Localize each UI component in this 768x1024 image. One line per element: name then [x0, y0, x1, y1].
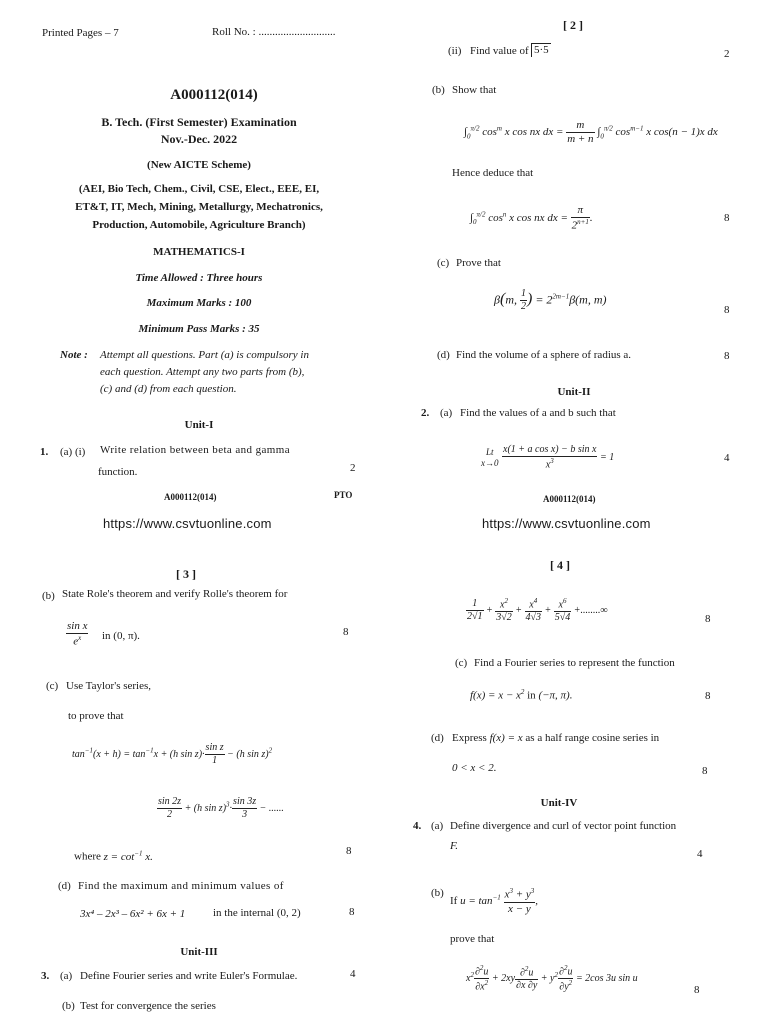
- branches-line-3: Production, Automobile, Agriculture Branch): [92, 219, 306, 231]
- page-number: [ 4 ]: [550, 558, 570, 572]
- interval-text: in the internal (0, 2): [213, 907, 301, 919]
- unit-heading: Unit-II: [557, 386, 591, 398]
- question-label: (a): [440, 407, 453, 419]
- fourier-function: $f(x) = x - x^2$ in (−π, π).: [470, 688, 573, 702]
- question-marks: 8: [349, 906, 355, 918]
- question-number: 4.: [413, 820, 422, 832]
- question-text: Prove that: [456, 257, 501, 269]
- polynomial: 3x⁴ – 2x³ – 6x² + 6x + 1: [80, 908, 186, 920]
- question-marks: 8: [343, 626, 349, 638]
- question-label: (a) (i): [60, 446, 86, 458]
- question-label: (b): [431, 887, 444, 899]
- question-text-cont: function.: [98, 466, 138, 478]
- question-label: (c): [46, 680, 59, 692]
- question-marks: 8: [724, 304, 730, 316]
- note-line-2: each question. Attempt any two parts from (b),: [100, 366, 305, 378]
- question-text: Define divergence and curl of vector point function: [450, 820, 677, 832]
- question-text: Use Taylor's series,: [66, 680, 152, 692]
- question-marks: 8: [724, 212, 730, 224]
- question-label: (d): [437, 349, 450, 361]
- question-label: (d): [431, 732, 444, 744]
- taylor-formula-line-2: $\frac{\sin 2z}{2}$ + (h sin z)$^3$· $\frac{\sin 3z}{3}$ − ......: [158, 796, 284, 820]
- question-text: Test for convergence the series: [80, 1000, 216, 1012]
- footer-paper-code: A000112(014): [164, 492, 217, 502]
- question-text: where $z = \cot^{-1} x$.: [74, 849, 153, 863]
- exam-title: B. Tech. (First Semester) Examination: [101, 115, 297, 129]
- paper-code: A000112(014): [170, 87, 258, 103]
- reduction-formula: $\int_0^{\pi/2}$ $\cos^m x$ cos nx dx = $\frac{m}{m + n}$ $\int_0^{\pi/2}$ $\cos^{m-1} x$ cos(n − 1)x dx: [464, 119, 718, 146]
- branches-line-2: ET&T, IT, Mech, Mining, Metallurgy, Mechatronics,: [75, 201, 323, 213]
- question-text: to prove that: [68, 710, 124, 722]
- question-text: Express f(x) = x as a half range cosine series in: [452, 732, 660, 744]
- minimum-pass-marks: Minimum Pass Marks : 35: [138, 323, 260, 335]
- question-marks: 2: [350, 462, 356, 474]
- question-number: 3.: [41, 970, 50, 982]
- interval-text: 0 < x < 2.: [452, 762, 497, 774]
- question-label: (a): [60, 970, 73, 982]
- note-label: Note :: [60, 349, 88, 361]
- unit-heading: Unit-III: [180, 946, 218, 958]
- question-text: Show that: [452, 84, 497, 96]
- footer-pto: PTO: [334, 490, 353, 500]
- question-marks: 8: [705, 690, 711, 702]
- question-text: Find the volume of a sphere of radius a.: [456, 349, 632, 361]
- rolle-function: $\frac{\text{sin x}}{e^x}$: [67, 620, 88, 648]
- series-tail: +........∞: [573, 604, 608, 616]
- unit-heading: Unit-IV: [540, 797, 578, 809]
- footer-url: https://www.csvtuonline.com: [103, 516, 272, 531]
- question-number: 2.: [421, 407, 430, 419]
- gamma-value: 5·5: [531, 43, 551, 57]
- unit-heading: Unit-I: [184, 419, 214, 431]
- question-label: (b): [432, 84, 445, 96]
- question-label: (b): [42, 590, 55, 602]
- question-marks: 4: [697, 848, 703, 860]
- question-marks: 8: [702, 765, 708, 777]
- question-text: Find the values of a and b such that: [460, 407, 616, 419]
- question-marks: 8: [694, 984, 700, 996]
- question-number: 1.: [40, 446, 49, 458]
- question-marks: 2: [724, 48, 730, 60]
- time-allowed: Time Allowed : Three hours: [135, 272, 263, 284]
- subject-title: MATHEMATICS-I: [153, 246, 245, 258]
- maximum-marks: Maximum Marks : 100: [146, 297, 252, 309]
- deduced-formula: $\int_0^{\pi/2}$ $\cos^n x$ cos nx dx = $\frac{\pi}{2^{n+1}}$ .: [470, 204, 593, 232]
- question-text: Write relation between beta and gamma: [100, 444, 290, 456]
- question-text: Find value of: [470, 45, 529, 57]
- beta-formula: β(m, $\frac{1}{2}$ ) = $2^{2m-1}\beta(m$, m): [494, 288, 607, 312]
- question-marks: 4: [724, 452, 730, 464]
- note-line-3: (c) and (d) from each question.: [100, 383, 237, 395]
- question-text: Find a Fourier series to represent the function: [474, 657, 675, 669]
- taylor-formula-line-1: $\tan^{-1}(x + h) = \tan^{-1}x + (h$ sin z)· $\frac{\text{sin z}}{1}$ − (h sin z)$^2$: [72, 742, 273, 766]
- branches-line-1: (AEI, Bio Tech, Chem., Civil, CSE, Elect., EEE, EI,: [78, 183, 320, 195]
- question-text: State Role's theorem and verify Rolle's theorem for: [62, 588, 288, 600]
- page-number: [ 2 ]: [563, 18, 583, 32]
- interval-text: in (0, π).: [102, 630, 140, 642]
- question-text: Hence deduce that: [452, 167, 534, 179]
- question-label: (c): [455, 657, 468, 669]
- question-text: Find the maximum and minimum values of: [78, 880, 284, 892]
- question-text: If $u = \tan^{-1}$ $\frac{x^3 + y^3}{x - y}$ ,: [450, 887, 538, 915]
- printed-pages: Printed Pages – 7: [42, 27, 119, 39]
- question-label: (c): [437, 257, 450, 269]
- roll-number-field: Roll No. : ............................: [212, 26, 336, 38]
- convergence-series: $\frac{1}{2√1}$ + $\frac{x^2}{3√2}$ + $\frac{x^4}{4√3}$ + $\frac{x^6}{5√4}$ +........∞: [467, 597, 608, 624]
- question-text-cont: F.: [450, 840, 459, 852]
- pde-identity: $x^2$ $\frac{\partial^2u}{\partial x^2}$ + 2xy $\frac{\partial^2u}{\partial x \partial y}$ + $y^2$ $\frac{\partial^2u}{\partial y^2}$ = 2cos 3u sin u: [466, 964, 638, 993]
- question-marks: 8: [346, 845, 352, 857]
- exam-scheme: (New AICTE Scheme): [147, 159, 251, 171]
- question-label: (a): [431, 820, 444, 832]
- question-marks: 8: [705, 613, 711, 625]
- question-text: Define Fourier series and write Euler's Formulae.: [80, 970, 298, 982]
- limit-formula: Lt x→0 $\frac{\text{x(1 + a cos x) − b sin x}}{x^3}$ = 1: [481, 444, 615, 471]
- exam-session: Nov.-Dec. 2022: [160, 132, 238, 146]
- question-marks: 8: [724, 350, 730, 362]
- question-text: prove that: [450, 933, 495, 945]
- question-label: (d): [58, 880, 71, 892]
- page-number: [ 3 ]: [176, 567, 196, 581]
- question-label: (ii): [448, 45, 462, 57]
- footer-paper-code: A000112(014): [543, 494, 596, 504]
- question-marks: 4: [350, 968, 356, 980]
- note-line-1: Attempt all questions. Part (a) is compulsory in: [100, 349, 309, 361]
- question-label: (b): [62, 1000, 75, 1012]
- footer-url: https://www.csvtuonline.com: [482, 516, 651, 531]
